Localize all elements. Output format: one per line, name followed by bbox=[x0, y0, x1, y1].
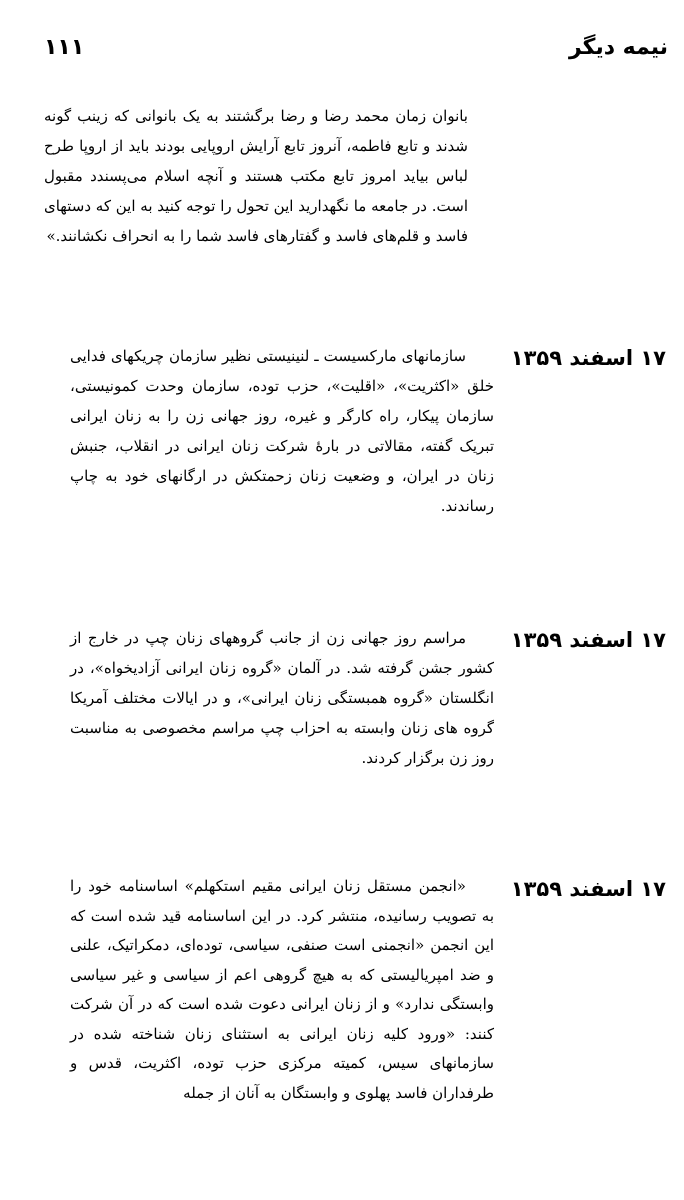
page-number: ۱۱۱ bbox=[44, 34, 85, 60]
chronology-entry bbox=[44, 872, 666, 1108]
entry-date: ۱۷ اسفند ۱۳۵۹ bbox=[510, 346, 666, 370]
chronology-entry bbox=[44, 341, 666, 521]
page-header bbox=[44, 30, 668, 64]
entry-text: مراسم روز جهانی زن از جانب گروههای زنان چپ در خارج از کشور جشن گرفته شد. در آلمان «گروه زنان ایرانی آزادیخواه»، در انگلستان «گروه همبستگی زنان ایرانی»، و در ایالات مختلف آمریکا گروه های زنان وابسته به احزاب چپ مراسم مخصوصی به مناسبت روز زن برگزار کردند. bbox=[70, 629, 494, 767]
continuation-paragraph: بانوان زمان محمد رضا و رضا برگشتند به یک بانوانی که زینب گونه شدند و تابع فاطمه، آنروز تابع آرایش اروپایی بودند باید از اروپا طرح لباس بیاید امروز تابع مکتب هستند و آنچه اسلام می‌پسندد مقبول است. در جامعه ما نگهدارید این تحول را توجه کنید به این که دستهای فاسد و قلم‌های فاسد و گفتارهای فاسد شما را به انحراف نکشانند.» bbox=[44, 107, 468, 245]
entry-date: ۱۷ اسفند ۱۳۵۹ bbox=[510, 628, 666, 652]
running-title: نیمه دیگر bbox=[568, 34, 668, 60]
chronology-entry bbox=[44, 623, 666, 773]
entry-text: «انجمن مستقل زنان ایرانی مقیم استکهلم» اساسنامه خود را به تصویب رسانیده، منتشر کرد. در این اساسنامه قید شده است که این انجمن «انجمنی است صنفی، سیاسی، توده‌ای، دمکراتیک، علنی و ضد امپریالیستی که به هیچ گروهی اعم از سیاسی و غیر سیاسی وابستگی ندارد» و از زنان ایرانی دعوت شده است که در آن شرکت کنند: «ورود کلیه زنان ایرانی به استثنای زنان شناخته شده در سازمانهای سیس، کمیته مرکزی حزب توده، اکثریت، قدس و طرفداران فاسد پهلوی و وابستگان به آنان از جمله bbox=[70, 877, 494, 1102]
entry-text: سازمانهای مارکسیست ـ لنینیستی نظیر سازمان چریکهای فدایی خلق «اکثریت»، «اقلیت»، حزب توده، سازمان وحدت کمونیستی، سازمان پیکار، راه کارگر و غیره، روز جهانی زن را به زنان ایرانی تبریک گفته، مقالاتی در بارهٔ شرکت زنان ایرانی در انقلاب، جنبش زنان در ایران، و وضعیت زنان زحمتکش در ارگانهای خود به چاپ رساندند. bbox=[70, 347, 494, 515]
entry-date: ۱۷ اسفند ۱۳۵۹ bbox=[510, 877, 666, 901]
